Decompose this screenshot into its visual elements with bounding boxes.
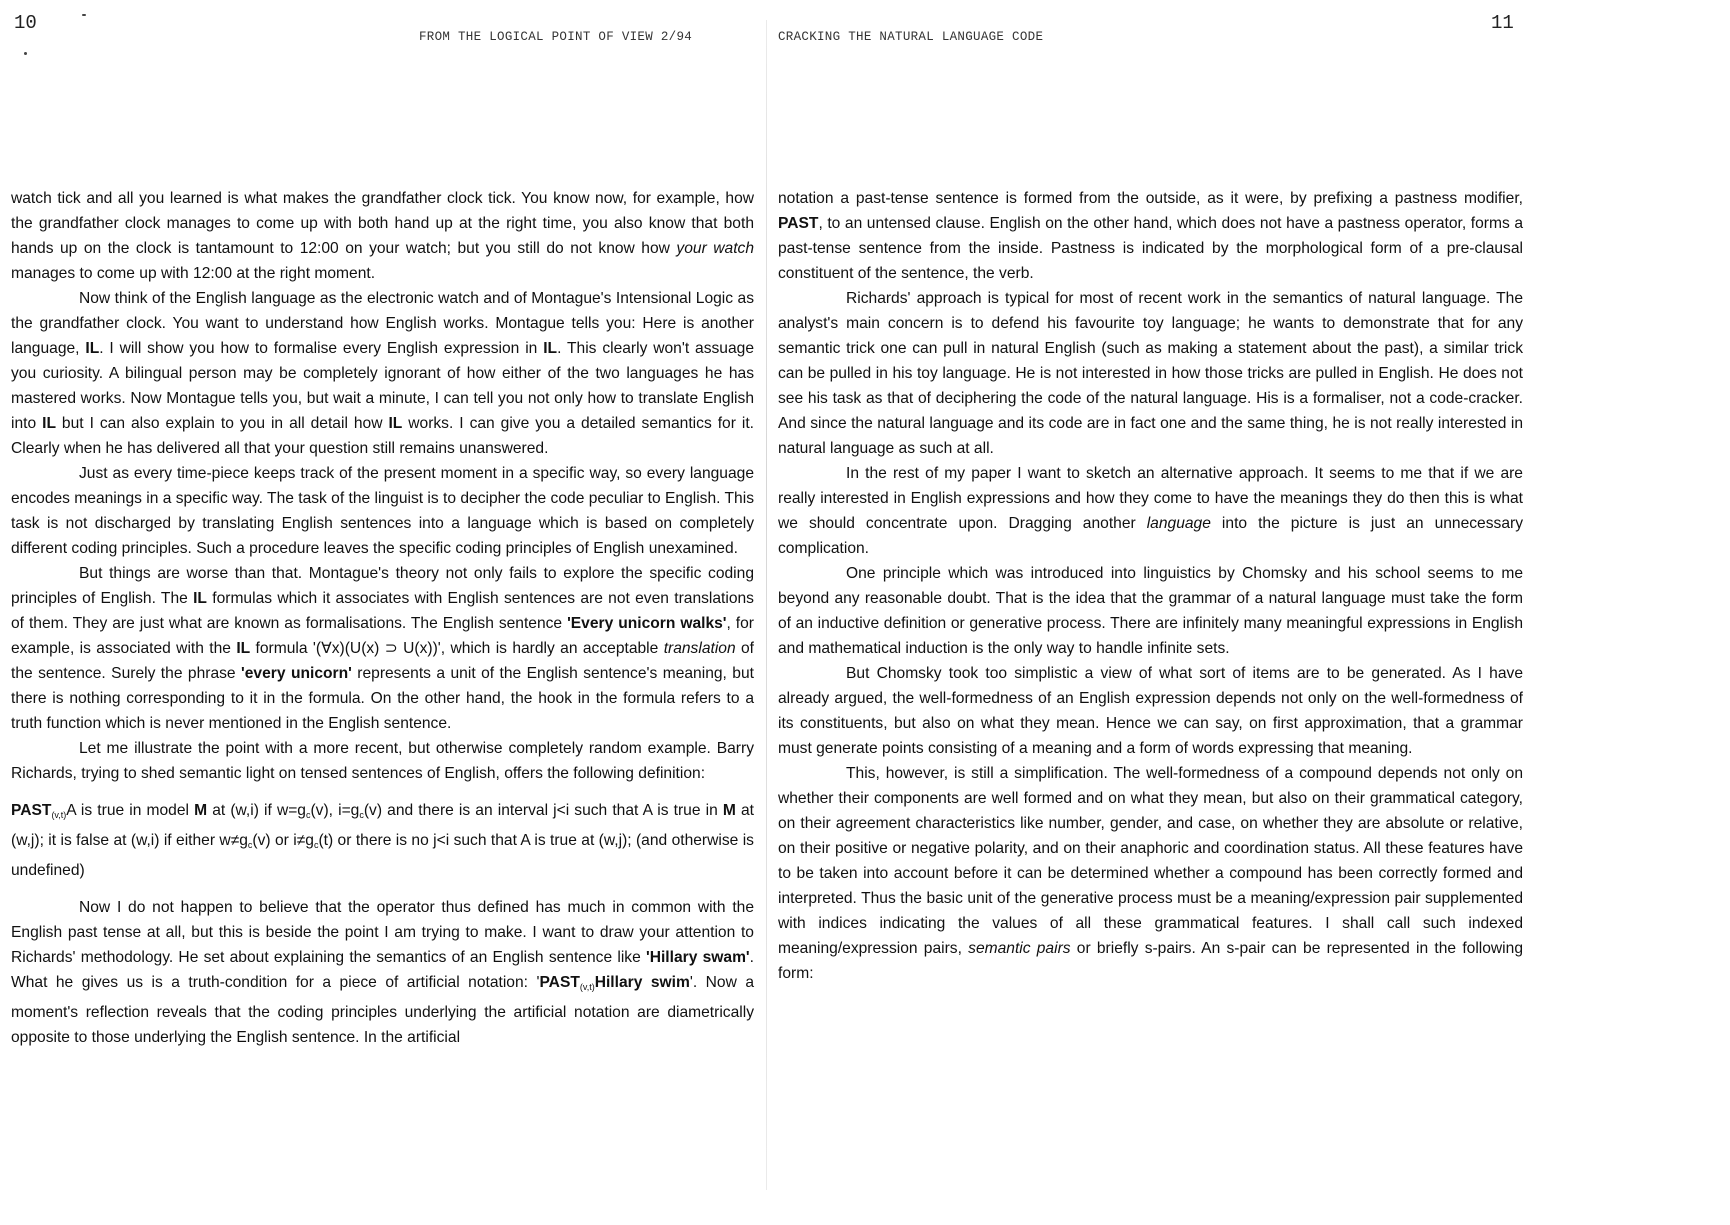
left-page-text <box>11 186 754 1050</box>
paragraph: Now think of the English language as the electronic watch and of Montague's Intensional Logic as the grandfather clock. You want to understand how English works. Montague tells you: Here is another language, IL. I will show you how to formalise every English expression in IL. This clearly won't assuage you curiosity. A bilingual person may be completely ignorant of how either of the two languages he has mastered works. Now Montague tells you, but wait a minute, I can tell you not only how to translate English into IL but I can also explain to you in all detail how IL works. I can give you a detailed semantics for it. Clearly when he has delivered all that your question still remains unanswered. <box>11 290 754 457</box>
left-running-head: FROM THE LOGICAL POINT OF VIEW 2/94 <box>419 30 693 44</box>
paragraph: Let me illustrate the point with a more recent, but otherwise completely random example. Barry Richards, trying to shed semantic light on tensed sentences of English, offers the following definition: <box>11 740 754 782</box>
paragraph: watch tick and all you learned is what makes the grandfather clock tick. You know now, for example, how the grandfather clock manages to come up with both hand up at the right time, you also know that both hands up on the clock is tantamount to 12:00 on your watch; but you still do not know how your watch manages to come up with 12:00 at the right moment. <box>11 190 754 282</box>
paragraph: One principle which was introduced into linguistics by Chomsky and his school seems to me beyond any reasonable doubt. That is the idea that the grammar of a natural language must take the form of an inductive definition or generative process. There are infinitely many meaningful expressions in English and mathematical induction is the only way to handle infinite sets. <box>778 565 1523 657</box>
book-gutter <box>766 20 767 1190</box>
scan-speck <box>24 52 27 55</box>
scan-speck <box>82 14 86 16</box>
left-page-number: 10 <box>14 12 37 34</box>
right-page-number: 11 <box>1491 12 1514 34</box>
paragraph: This, however, is still a simplification. The well-formedness of a compound depends not only on whether their components are well formed and on what they mean, but also on their grammatical category, on their agreement characteristics like number, gender, and case, on whether they are absolute or relative, on their positive or negative polarity, and on their anaphoric and coordination status. All these features have to be taken into account before it can be determined whether a compound has been correctly formed and interpreted. Thus the basic unit of the generative process must be a meaning/expression pair supplemented with indices indicating the values of all these grammatical features. I shall call such indexed meaning/expression pairs, semantic pairs or briefly s-pairs. An s-pair can be represented in the following form: <box>778 765 1523 982</box>
paragraph: Richards' approach is typical for most of recent work in the semantics of natural language. The analyst's main concern is to defend his favourite toy language; he wants to demonstrate that for any semantic trick one can pull in natural English (such as making a statement about the past), a similar trick can be pulled in his toy language. He is not interested in how those tricks are pulled in English. He does not see his task as that of deciphering the code of the natural language. His is a formaliser, not a code-cracker. And since the natural language and its code are in fact one and the same thing, he is not really interested in natural language as such at all. <box>778 290 1523 457</box>
paragraph: Now I do not happen to believe that the operator thus defined has much in common with the English past tense at all, but this is beside the point I am trying to make. I want to draw your attention to Richards' methodology. He set about explaining the semantics of an English sentence like 'Hillary swam'. What he gives us is a truth-condition for a piece of artificial notation: '$PAST_{(v,t)}Hillary$ swim'. Now a moment's reflection reveals that the coding principles underlying the artificial notation are diametrically opposite to those underlying the English sentence. In the artificial <box>11 899 754 1046</box>
definition-block: $PAST_{(v,t)}A$ is true in model M at (w,i) if $w=g_c(v)$, $i=g_c(v)$ and there is an interval j<i such that A is true in M at (w,j); it is false at (w,i) if either $w\ne g_c(v)$ or $i\ne g_c(t)$ or there is no j<i such that A is true at (w,j); (and otherwise is undefined) <box>11 802 754 879</box>
paragraph: But Chomsky took too simplistic a view of what sort of items are to be generated. As I have already argued, the well-formedness of an English expression depends not only on the well-formedness of its constituents, but also on what they mean. Hence we can say, on first approximation, that a grammar must generate points consisting of a meaning and a form of words expressing that meaning. <box>778 665 1523 757</box>
right-running-head: CRACKING THE NATURAL LANGUAGE CODE <box>778 30 1044 44</box>
paragraph: Just as every time-piece keeps track of the present moment in a specific way, so every language encodes meanings in a specific way. The task of the linguist is to decipher the code peculiar to English. This task is not discharged by translating English sentences into a language which is based on completely different coding principles. Such a procedure leaves the specific coding principles of English unexamined. <box>11 465 754 557</box>
paragraph: notation a past-tense sentence is formed from the outside, as it were, by prefixing a pastness modifier, PAST, to an untensed clause. English on the other hand, which does not have a pastness operator, forms a past-tense sentence from the inside. Pastness is indicated by the morphological form of a pre-clausal constituent of the sentence, the verb. <box>778 190 1523 282</box>
right-page-text <box>778 186 1523 986</box>
paragraph: In the rest of my paper I want to sketch an alternative approach. It seems to me that if we are really interested in English expressions and how they come to have the meanings they do then this is what we should concentrate upon. Dragging another language into the picture is just an unnecessary complication. <box>778 465 1523 557</box>
paragraph: But things are worse than that. Montague's theory not only fails to explore the specific coding principles of English. The IL formulas which it associates with English sentences are not even translations of them. They are just what are known as formalisations. The English sentence 'Every unicorn walks', for example, is associated with the IL formula '(∀x)(U(x) ⊃ U(x))', which is hardly an acceptable translation of the sentence. Surely the phrase 'every unicorn' represents a unit of the English sentence's meaning, but there is nothing corresponding to it in the formula. On the other hand, the hook in the formula refers to a truth function which is never mentioned in the English sentence. <box>11 565 755 732</box>
